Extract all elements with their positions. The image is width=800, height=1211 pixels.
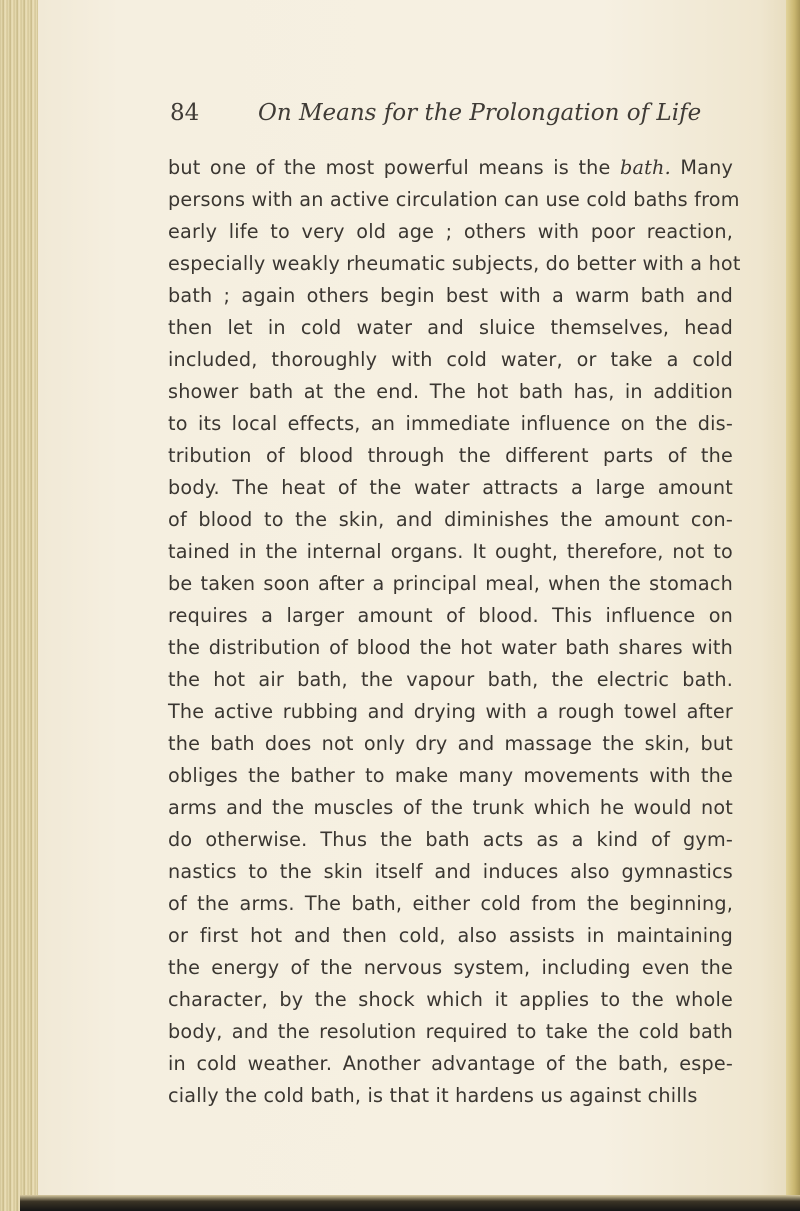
text-line: the distribution of blood the hot water bath shares with (168, 636, 733, 659)
body-text (168, 152, 741, 1112)
text-line: tribution of blood through the different parts of the (168, 444, 733, 467)
text-line: persons with an active circulation can use cold baths from (168, 188, 740, 211)
text-line: of the arms. The bath, either cold from the beginning, (168, 892, 733, 915)
page-header (170, 100, 710, 140)
book-cover-edge-bottom (20, 1195, 800, 1211)
text-line: in cold weather. Another advantage of the bath, espe- (168, 1052, 733, 1075)
text-line: or first hot and then cold, also assists in maintaining (168, 924, 733, 947)
text-line: the hot air bath, the vapour bath, the electric bath. (168, 668, 733, 691)
emphasis-word: bath. (620, 156, 671, 179)
text-run: Many (670, 156, 733, 179)
text-line: be taken soon after a principal meal, when the stomach (168, 572, 733, 595)
text-line: of blood to the skin, and diminishes the amount con- (168, 508, 733, 531)
text-line: included, thoroughly with cold water, or take a cold (168, 348, 733, 371)
page-stack-edge-left (0, 0, 38, 1211)
book-cover-edge-right (786, 0, 800, 1211)
text-line: cially the cold bath, is that it hardens us against chills (168, 1084, 698, 1107)
text-line: the bath does not only dry and massage the skin, but (168, 732, 733, 755)
text-line: do otherwise. Thus the bath acts as a kind of gym- (168, 828, 733, 851)
text-line: obliges the bather to make many movements with the (168, 764, 733, 787)
text-line: tained in the internal organs. It ought, therefore, not to (168, 540, 733, 563)
text-line: the energy of the nervous system, including even the (168, 956, 733, 979)
text-line: requires a larger amount of blood. This influence on (168, 604, 733, 627)
text-line: body. The heat of the water attracts a large amount (168, 476, 733, 499)
text-line: body, and the resolution required to take the cold bath (168, 1020, 733, 1043)
text-line: shower bath at the end. The hot bath has, in addition (168, 380, 733, 403)
text-line (168, 152, 733, 184)
text-line: The active rubbing and drying with a rough towel after (168, 700, 733, 723)
text-line: early life to very old age ; others with poor reaction, (168, 220, 733, 243)
text-line: arms and the muscles of the trunk which he would not (168, 796, 733, 819)
text-line: bath ; again others begin best with a warm bath and (168, 284, 733, 307)
text-line: to its local effects, an immediate influence on the dis- (168, 412, 733, 435)
text-line: nastics to the skin itself and induces also gymnastics (168, 860, 733, 883)
running-title: On Means for the Prolongation of Life (258, 100, 702, 126)
text-line: especially weakly rheumatic subjects, do better with a hot (168, 252, 741, 275)
text-line: character, by the shock which it applies to the whole (168, 988, 733, 1011)
page-number: 84 (170, 100, 200, 126)
text-run: but one of the most powerful means is the (168, 156, 621, 179)
text-line: then let in cold water and sluice themselves, head (168, 316, 733, 339)
